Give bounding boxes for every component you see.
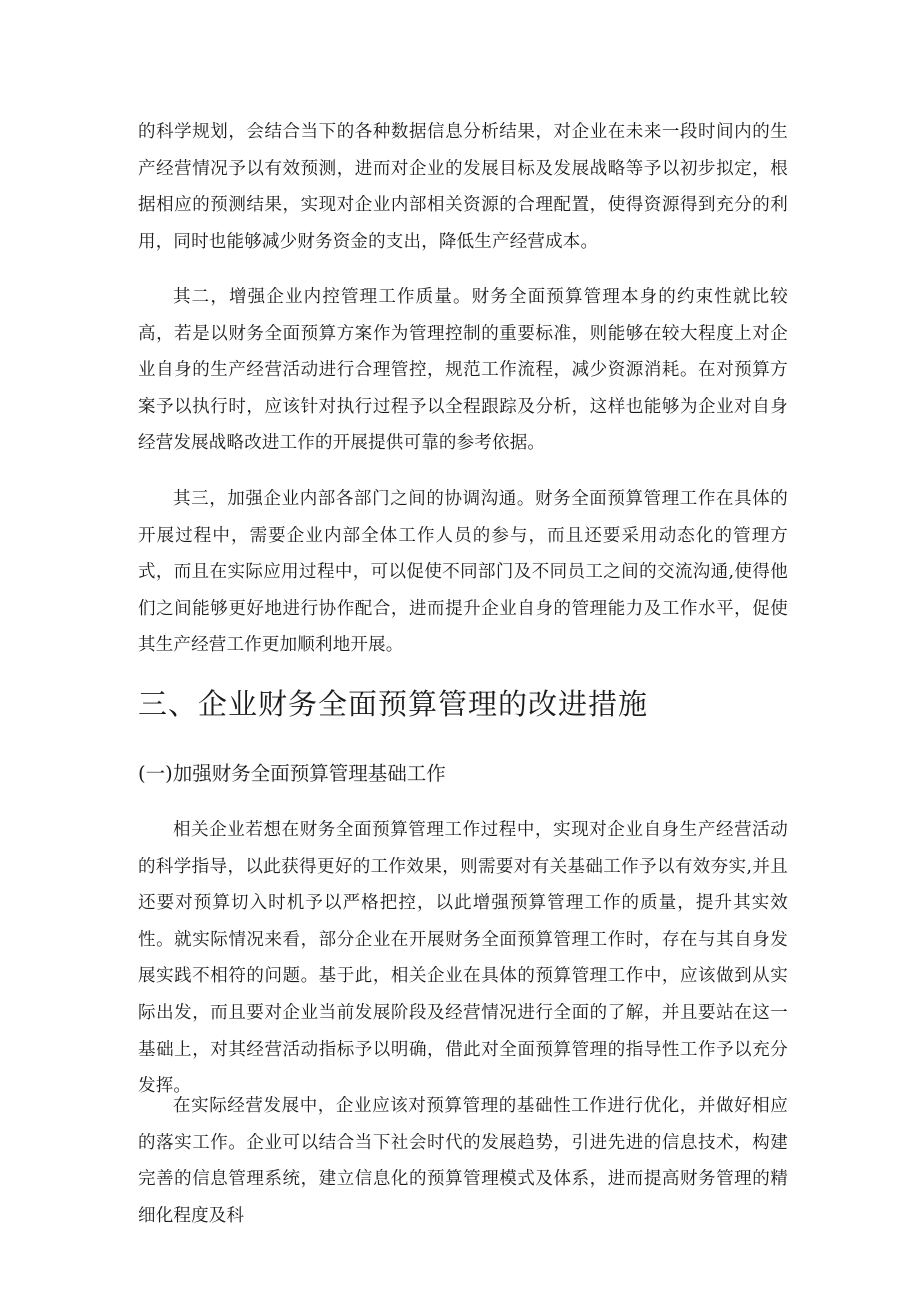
paragraph-third-point: 其三，加强企业内部各部门之间的协调沟通。财务全面预算管理工作在具体的开展过程中，需要企业内部全体工作人员的参与，而且还要采用动态化的管理方式，而且在实际应用过程中，可以促使不同部门及不同员工之间的交流沟通,使得他们之间能够更好地进行协作配合，进而提升企业自身的管理能力及工作水平，促使其生产经营工作更加顺利地开展。 xyxy=(138,489,788,656)
paragraph-optimization: 在实际经营发展中，企业应该对预算管理的基础性工作进行优化，并做好相应的落实工作。企业可以结合当下社会时代的发展趋势，引进先进的信息技术，构建完善的信息管理系统，建立信息化的预算管理模式及体系，进而提高财务管理的精细化程度及科 xyxy=(138,1096,788,1226)
section-heading: 三、企业财务全面预算管理的改进措施 xyxy=(138,687,649,721)
subsection-heading: (一)加强财务全面预算管理基础工作 xyxy=(138,762,446,785)
paragraph-basic-work: 相关企业若想在财务全面预算管理工作过程中，实现对企业自身生产经营活动的科学指导，以此获得更好的工作效果，则需要对有关基础工作予以有效夯实,并且还要对预算切入时机予以严格把控，以此增强预算管理工作的质量，提升其实效性。就实际情况来看，部分企业在开展财务全面预算管理工作时，存在与其自身发展实践不相符的问题。基于此，相关企业在具体的预算管理工作中，应该做到从实际出发，而且要对企业当前发展阶段及经营情况进行全面的了解，并且要站在这一基础上，对其经营活动指标予以明确，借此对全面预算管理的指导性工作予以充分发挥。 xyxy=(138,820,788,1097)
paragraph-continuation: 的科学规划，会结合当下的各种数据信息分析结果，对企业在未来一段时间内的生产经营情况予以有效预测，进而对企业的发展目标及发展战略等予以初步拟定，根据相应的预测结果，实现对企业内部相关资源的合理配置，使得资源得到充分的利用，同时也能够减少财务资金的支出，降低生产经营成本。 xyxy=(138,122,788,252)
paragraph-second-point: 其二，增强企业内控管理工作质量。财务全面预算管理本身的约束性就比较高，若是以财务全面预算方案作为管理控制的重要标准，则能够在较大程度上对企业自身的生产经营活动进行合理管控，规范工作流程，减少资源消耗。在对预算方案予以执行时，应该针对执行过程予以全程跟踪及分析，这样也能够为企业对自身经营发展战略改进工作的开展提供可靠的参考依据。 xyxy=(138,287,788,454)
